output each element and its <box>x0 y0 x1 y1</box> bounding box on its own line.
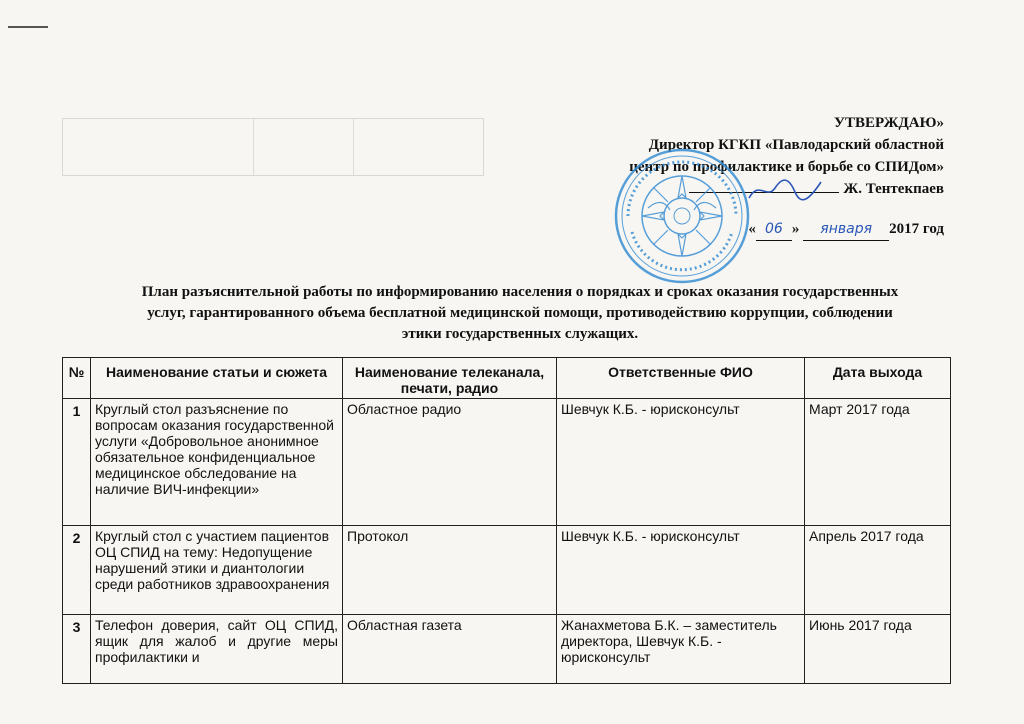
row-responsible: Шевчук К.Б. - юрисконсульт <box>557 526 805 615</box>
date-year: 2017 год <box>889 221 944 237</box>
table-header-row <box>63 358 951 399</box>
date-month: января <box>820 221 873 237</box>
row-channel: Областное радио <box>343 399 557 526</box>
row-article: Телефон доверия, сайт ОЦ СПИД, ящик для жалоб и другие меры профилактики и <box>91 615 343 684</box>
header-channel: Наименование телеканала, печати, радио <box>343 358 557 399</box>
header-responsible: Ответственные ФИО <box>557 358 805 399</box>
title-line2: услуг, гарантированного объема бесплатной медицинской помощи, противодействию коррупции, соблюдении <box>147 305 893 321</box>
scan-mark <box>8 26 48 28</box>
row-num: 1 <box>63 399 91 526</box>
row-responsible: Жанахметова Б.К. – заместитель директора, Шевчук К.Б. - юрисконсульт <box>557 615 805 684</box>
bleed-through-box <box>62 118 484 176</box>
row-channel: Протокол <box>343 526 557 615</box>
row-date: Март 2017 года <box>805 399 951 526</box>
header-date: Дата выхода <box>805 358 951 399</box>
title-line3: этики государственных служащих. <box>401 326 639 342</box>
document-title <box>40 282 1000 345</box>
header-num: № <box>63 358 91 399</box>
signature-icon <box>745 176 825 204</box>
plan-table <box>62 357 951 684</box>
table-row <box>63 526 951 615</box>
approval-heading: УТВЕРЖДАЮ» <box>833 115 944 131</box>
row-article: Круглый стол разъяснение по вопросам оказания государственной услуги «Добровольное анонимное обязательное конфиденциальное медицинское обследование на наличие ВИЧ-инфекции» <box>91 399 343 526</box>
date-close-quote: » <box>791 221 800 237</box>
row-num: 3 <box>63 615 91 684</box>
row-date: Июнь 2017 года <box>805 615 951 684</box>
row-responsible: Шевчук К.Б. - юрисконсульт <box>557 399 805 526</box>
row-num: 2 <box>63 526 91 615</box>
title-line1: План разъяснительной работы по информированию населения о порядках и сроках оказания государственных <box>141 284 899 300</box>
approval-position-line1: Директор КГКП «Павлодарский областной <box>648 137 944 153</box>
date-open-quote: « <box>748 221 756 237</box>
row-channel: Областная газета <box>343 615 557 684</box>
approval-signatory: Ж. Тентекпаев <box>843 181 944 197</box>
approval-position-line2: центр по профилактике и борьбе со СПИДом» <box>629 159 944 175</box>
date-day: 06 <box>764 221 783 237</box>
table-row <box>63 615 951 684</box>
row-date: Апрель 2017 года <box>805 526 951 615</box>
official-stamp-icon <box>612 146 752 286</box>
table-row <box>63 399 951 526</box>
header-article: Наименование статьи и сюжета <box>91 358 343 399</box>
row-article: Круглый стол с участием пациентов ОЦ СПИД на тему: Недопущение нарушений этики и диантологии среди работников здравоохранения <box>91 526 343 615</box>
